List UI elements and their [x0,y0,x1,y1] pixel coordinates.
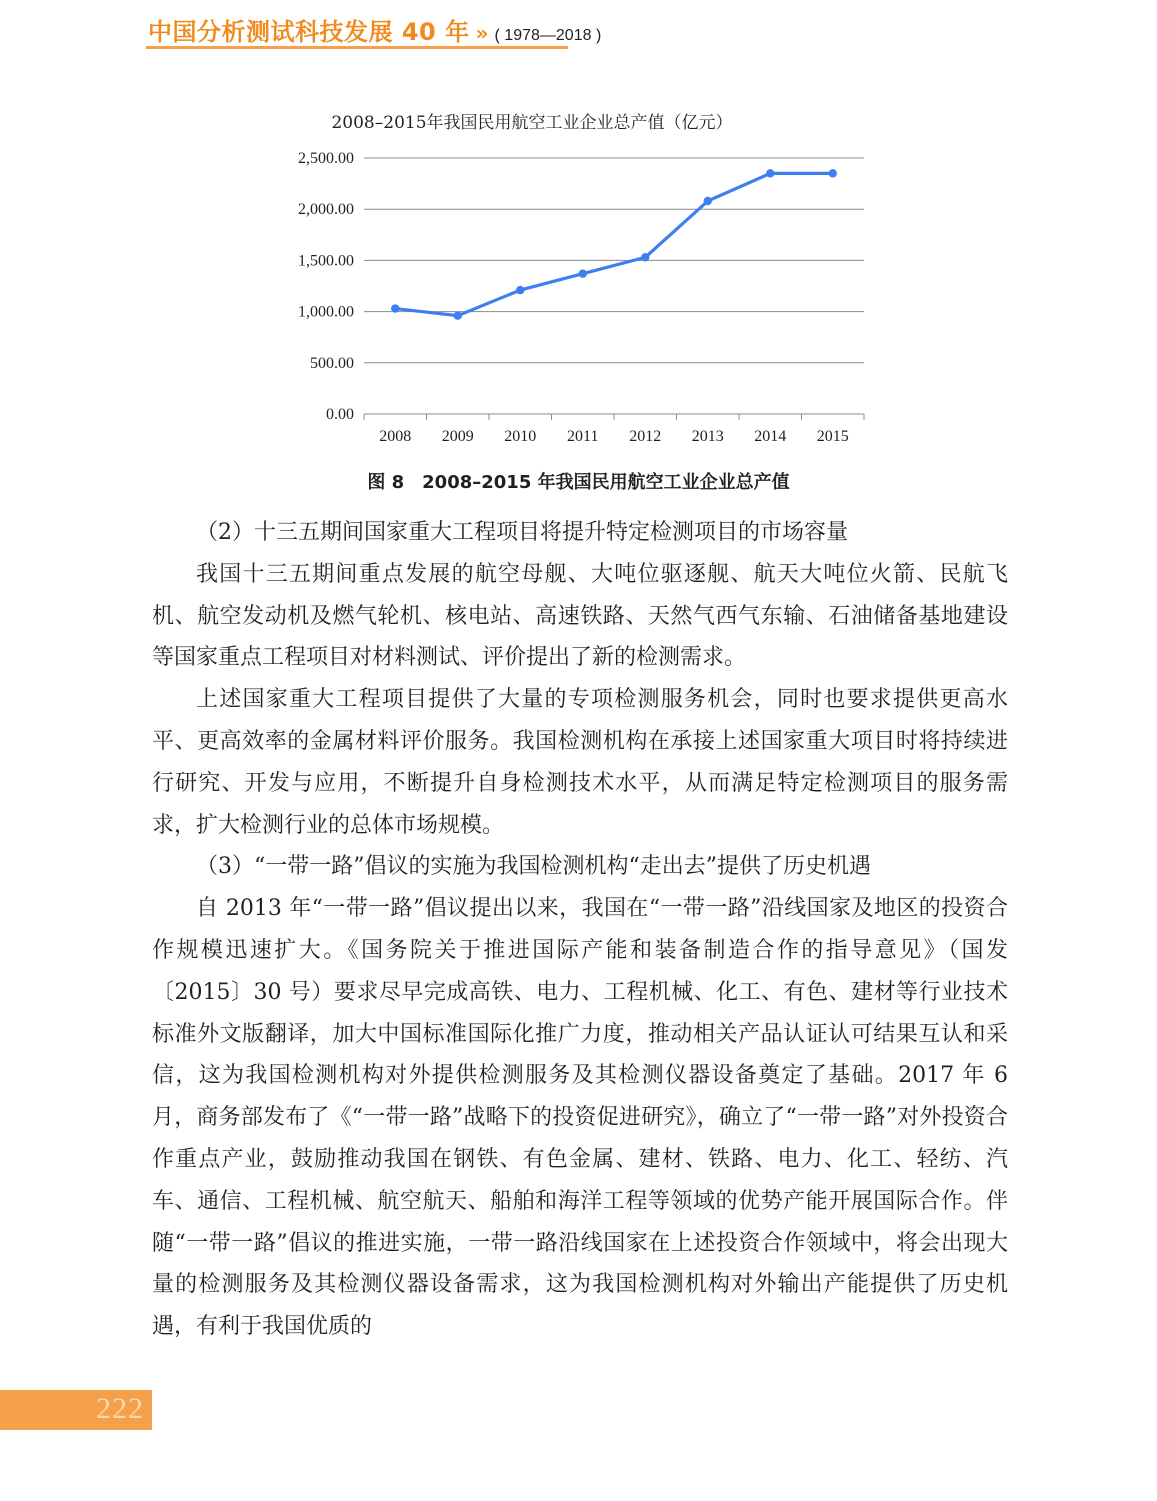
x-tick-label: 2012 [629,428,662,445]
series-output-value [391,169,837,320]
series-line [395,173,833,315]
data-point [516,286,524,294]
x-tick-label: 2014 [754,428,787,445]
data-point [704,197,712,205]
y-tick-label: 0.00 [326,406,354,423]
book-title: 中国分析测试科技发展 40 年 [148,18,470,46]
line-chart [270,100,890,460]
paragraph: 自 2013 年“一带一路”倡议提出以来，我国在“一带一路”沿线国家及地区的投资合作规模迅速扩大。《国务院关于推进国际产能和装备制造合作的指导意见》（国发〔2015〕30 号）要求尽早完成高铁、电力、工程机械、化工、有色、建材等行业技术标准外文版翻译，加大中国标准国际化推广力度，推动相关产品认证认可结果互认和采信，这为我国检测机构对外提供检测服务及其检测仪器设备奠定了基础。2017 年 6 月，商务部发布了《“一带一路”战略下的投资促进研究》，确立了“一带一路”对外投资合作重点产业，鼓励推动我国在钢铁、有色金属、建材、铁路、电力、化工、轻纺、汽车、通信、工程机械、航空航天、船舶和海洋工程等领域的优势产能开展国际合作。伴随“一带一路”倡议的推进实施，一带一路沿线国家在上述投资合作领域中，将会出现大量的检测服务及其检测仪器设备需求，这为我国检测机构对外输出产能提供了历史机遇，有利于我国优质的 [152,896,1008,1340]
figure-caption-text: 2008–2015 年我国民用航空工业企业总产值 [422,472,790,493]
chart-title: 2008–2015年我国民用航空工业企业总产值（亿元） [331,113,733,133]
data-point [391,304,399,312]
x-tick-label: 2009 [441,428,474,445]
x-axis [364,414,864,445]
page-number: 222 [96,1392,144,1425]
figure-caption [0,468,1157,494]
double-chevron-icon: » [475,21,489,45]
data-point [829,169,837,177]
y-tick-label: 2,500.00 [298,150,354,167]
data-point [454,311,462,319]
paragraph: 上述国家重大工程项目提供了大量的专项检测服务机会，同时也要求提供更高水平、更高效率的金属材料评价服务。我国检测机构在承接上述国家重大项目时将持续进行研究、开发与应用，不断提升自身检测技术水平，从而满足特定检测项目的服务需求，扩大检测行业的总体市场规模。 [152,687,1008,838]
figure-label: 图 8 [367,472,405,493]
section-heading-2: （2）十三五期间国家重大工程项目将提升特定检测项目的市场容量 [196,520,848,545]
body-text [152,512,1008,1348]
paragraph: 我国十三五期间重点发展的航空母舰、大吨位驱逐舰、航天大吨位火箭、民航飞机、航空发动机及燃气轮机、核电站、高速铁路、天然气西气东输、石油储备基地建设等国家重点工程项目对材料测试、评价提出了新的检测需求。 [152,561,1008,671]
data-point [641,253,649,261]
chart-grid [364,158,864,363]
x-tick-label: 2011 [567,428,599,445]
x-tick-label: 2013 [691,428,724,445]
running-header [148,12,601,47]
x-tick-label: 2010 [504,428,537,445]
y-tick-label: 2,000.00 [298,201,354,219]
header-rule [146,46,568,49]
y-axis-ticks [298,150,354,423]
y-tick-label: 1,000.00 [298,303,354,321]
x-tick-label: 2015 [816,428,849,445]
y-tick-label: 1,500.00 [298,252,354,270]
book-years: ( 1978—2018 ) [494,27,602,44]
page-number-tab [0,1390,152,1430]
section-heading-3: （3）“一带一路”倡议的实施为我国检测机构“走出去”提供了历史机遇 [196,854,871,880]
y-tick-label: 500.00 [310,354,354,372]
data-point [766,169,774,177]
x-tick-label: 2008 [379,428,412,445]
data-point [579,270,587,278]
